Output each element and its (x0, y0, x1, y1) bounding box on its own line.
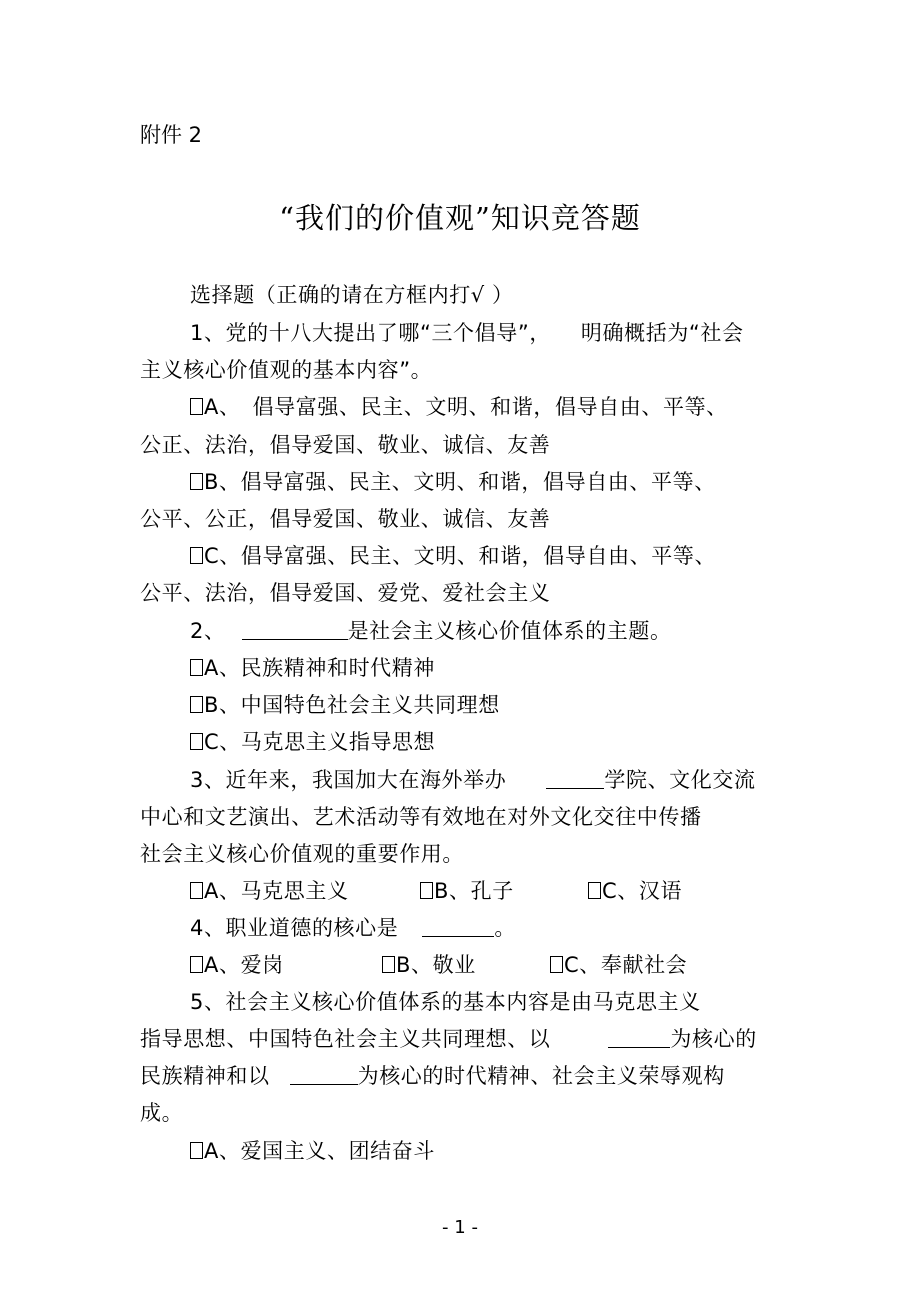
q1-option-c-label: C、 (204, 544, 241, 568)
document-title: “我们的价值观”知识竞答题 (279, 201, 641, 235)
q2-stem (190, 618, 672, 644)
q4-option-b[interactable] (382, 952, 476, 978)
q5-stem-line2-part1: 指导思想、中国特色社会主义共同理想、以 (140, 1027, 551, 1051)
checkbox[interactable] (190, 882, 203, 899)
q1-stem-part1: 1、党的十八大提出了哪“三个倡导”， (190, 321, 551, 345)
q3-stem-part2: 学院、文化交流 (604, 768, 756, 792)
q1-option-b-label: B、 (204, 470, 241, 494)
q4-stem-suffix: 。 (494, 916, 516, 940)
q4-option-c-text: C、奉献社会 (564, 953, 688, 977)
q3-option-c-text: C、汉语 (602, 879, 683, 903)
q3-option-a-text: A、马克思主义 (204, 879, 349, 903)
checkbox[interactable] (190, 398, 203, 415)
answer-blank[interactable] (422, 916, 494, 937)
q1-stem-line1 (190, 320, 744, 346)
q4-option-a-text: A、爱岗 (204, 953, 284, 977)
answer-blank[interactable] (546, 768, 604, 789)
checkbox[interactable] (190, 659, 203, 676)
q5-stem-line4: 成。 (140, 1101, 184, 1125)
q2-option-a[interactable] (190, 655, 435, 681)
checkbox[interactable] (190, 696, 203, 713)
attachment-label: 附件 2 (140, 123, 203, 147)
checkbox[interactable] (190, 1142, 203, 1159)
section-intro: 选择题（正确的请在方框内打√ ） (190, 283, 514, 307)
q2-stem-suffix: 是社会主义核心价值体系的主题。 (347, 619, 672, 643)
q3-option-a[interactable] (190, 878, 349, 904)
checkbox[interactable] (588, 882, 601, 899)
q1-option-c-text-line2: 公平、法治，倡导爱国、爱党、爱社会主义 (140, 581, 551, 605)
q2-option-a-text: A、民族精神和时代精神 (204, 656, 435, 680)
q1-option-b[interactable] (190, 469, 716, 495)
q2-option-c[interactable] (190, 729, 435, 755)
checkbox[interactable] (190, 547, 203, 564)
q4-stem (190, 915, 516, 941)
q5-stem-line3 (140, 1063, 725, 1089)
q4-option-a[interactable] (190, 952, 284, 978)
q5-stem-line3-part1: 民族精神和以 (140, 1064, 270, 1088)
q5-stem-line2 (140, 1026, 757, 1052)
q3-option-b-text: B、孔子 (434, 879, 514, 903)
q3-option-c[interactable] (588, 878, 682, 904)
q1-option-c-text: 倡导富强、民主、文明、和谐，倡导自由、平等、 (240, 544, 717, 568)
checkbox[interactable] (550, 956, 563, 973)
q5-option-a-text: A、爱国主义、团结奋斗 (204, 1139, 435, 1163)
q5-stem-line2-part2: 为核心的 (670, 1027, 757, 1051)
checkbox[interactable] (190, 733, 203, 750)
q1-option-a-text: 倡导富强、民主、文明、和谐，倡导自由、平等、 (252, 395, 728, 419)
q1-stem-line2: 主义核心价值观的基本内容”。 (140, 358, 433, 382)
q3-option-b[interactable] (420, 878, 514, 904)
q2-option-c-text: C、马克思主义指导思想 (204, 730, 436, 754)
q1-option-b-text-line2: 公平、公正，倡导爱国、敬业、诚信、友善 (140, 507, 551, 531)
q3-stem-line1 (190, 767, 756, 793)
q1-option-a[interactable] (190, 394, 728, 420)
q5-option-a[interactable] (190, 1138, 435, 1164)
checkbox[interactable] (382, 956, 395, 973)
q1-stem-part2: 明确概括为“社会 (580, 321, 744, 345)
q4-option-b-text: B、敬业 (396, 953, 476, 977)
q3-stem-part1: 3、近年来，我国加大在海外举办 (190, 768, 507, 792)
q4-option-c[interactable] (550, 952, 687, 978)
answer-blank[interactable] (290, 1064, 358, 1085)
q2-option-b[interactable] (190, 692, 500, 718)
q1-option-a-label: A、 (204, 395, 241, 419)
q2-option-b-text: B、中国特色社会主义共同理想 (204, 693, 500, 717)
q1-option-b-text: 倡导富强、民主、文明、和谐，倡导自由、平等、 (240, 470, 716, 494)
q3-stem-line3: 社会主义核心价值观的重要作用。 (140, 842, 464, 866)
q3-stem-line2: 中心和文艺演出、艺术活动等有效地在对外文化交往中传播 (140, 805, 702, 829)
page-number: - 1 - (442, 1217, 478, 1238)
q5-stem-line3-part2: 为核心的时代精神、社会主义荣辱观构 (357, 1064, 725, 1088)
q2-stem-prefix: 2、 (190, 619, 226, 643)
checkbox[interactable] (190, 956, 203, 973)
checkbox[interactable] (190, 473, 203, 490)
answer-blank[interactable] (242, 619, 348, 640)
answer-blank[interactable] (608, 1027, 670, 1048)
q1-option-c[interactable] (190, 543, 716, 569)
q5-stem-line1: 5、社会主义核心价值体系的基本内容是由马克思主义 (190, 990, 701, 1014)
q4-stem-prefix: 4、职业道德的核心是 (190, 916, 399, 940)
checkbox[interactable] (420, 882, 433, 899)
q1-option-a-text-line2: 公正、法治，倡导爱国、敬业、诚信、友善 (140, 433, 551, 457)
